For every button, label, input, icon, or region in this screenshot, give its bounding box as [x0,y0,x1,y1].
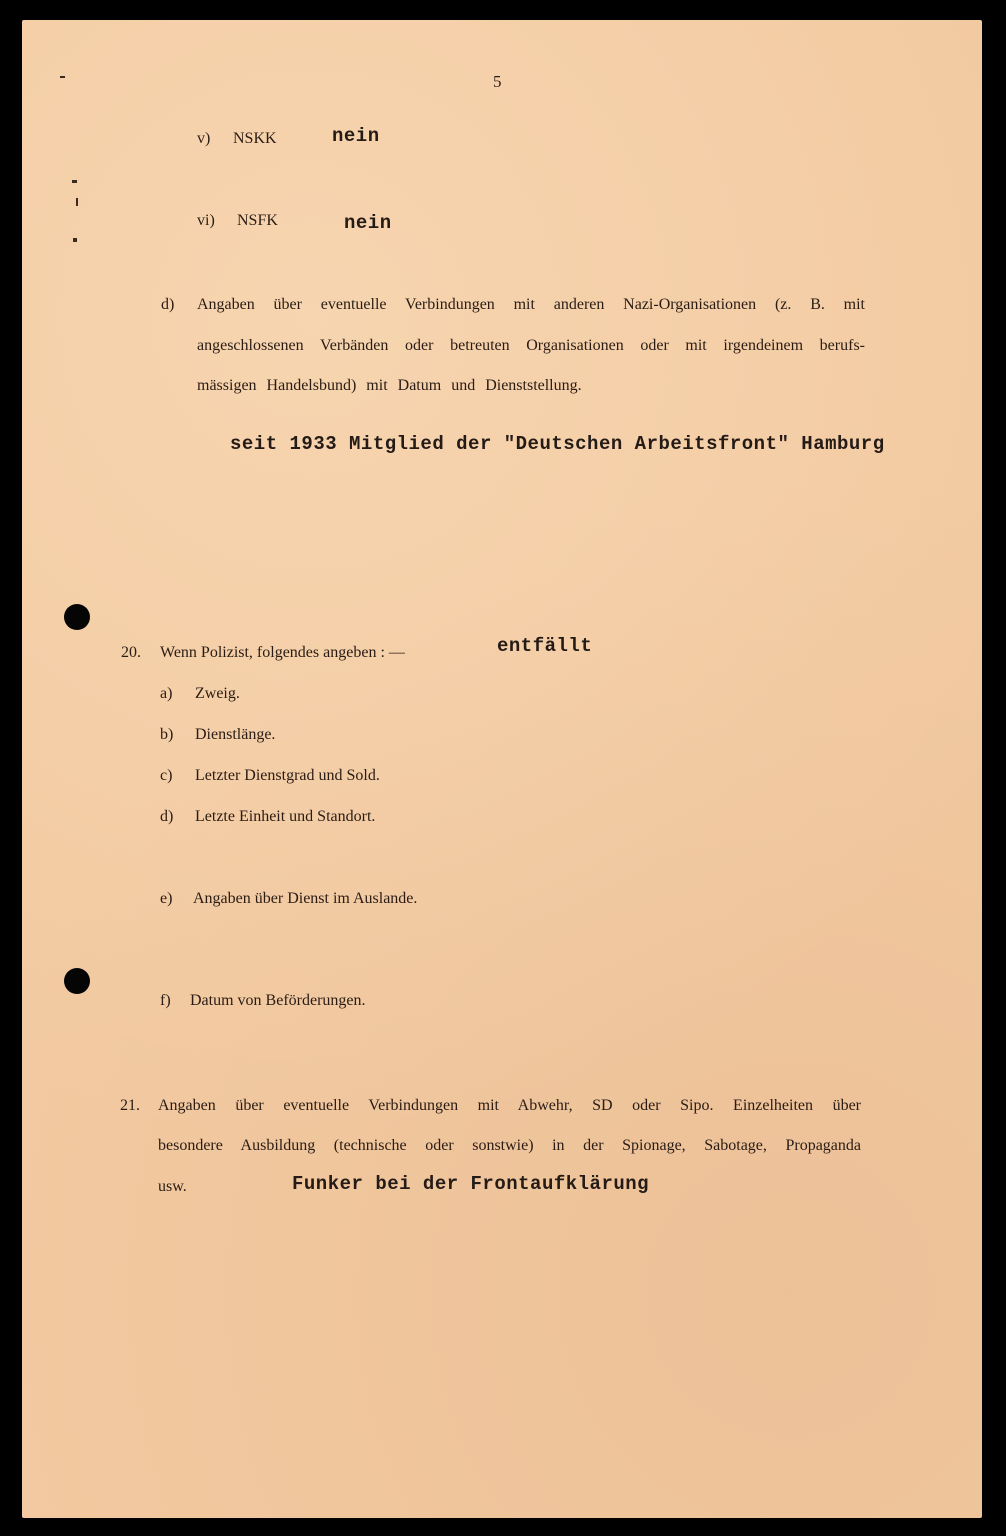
q20-sub-d-label: d) [160,808,174,825]
punch-hole-bottom [64,968,90,994]
item-vi-label: vi) [197,212,215,229]
question-21-line-3: usw. [158,1178,187,1195]
q20-sub-d-text: Letzte Einheit und Standort. [195,808,376,825]
q20-sub-f-label: f) [160,992,171,1009]
q20-sub-c-text: Letzter Dienstgrad und Sold. [195,767,380,784]
q20-sub-a-label: a) [160,685,173,702]
item-vi-answer: nein [344,212,392,234]
item-v-answer: nein [332,125,380,147]
question-21-answer: Funker bei der Frontaufklärung [292,1173,650,1195]
q20-sub-a-text: Zweig. [195,685,240,702]
q20-sub-e-label: e) [160,890,173,907]
margin-mark [73,238,77,242]
q20-sub-c-label: c) [160,767,173,784]
question-21-line-1: Angaben über eventuelle Verbindungen mit Abwehr, SD oder Sipo. Einzelheiten über [158,1097,861,1114]
q20-sub-b-label: b) [160,726,174,743]
item-d-line-1: Angaben über eventuelle Verbindungen mit anderen Nazi-Organisationen (z. B. mit [197,296,865,313]
page-number: 5 [493,72,502,91]
item-d-line-3: mässigen Handelsbund) mit Datum und Dienststellung. [197,377,582,394]
item-d-line-2: angeschlossenen Verbänden oder betreuten Organisationen oder mit irgendeinem berufs- [197,337,865,354]
question-21-line-2: besondere Ausbildung (technische oder sonstwie) in der Spionage, Sabotage, Propaganda [158,1137,861,1154]
margin-mark [76,198,78,206]
item-v-label: v) [197,130,211,147]
margin-mark [72,180,77,183]
item-d-answer: seit 1933 Mitglied der "Deutschen Arbeitsfront" Hamburg [230,433,885,455]
item-d-label: d) [161,296,175,313]
q20-sub-e-text: Angaben über Dienst im Auslande. [193,890,418,907]
question-20-text: Wenn Polizist, folgendes angeben : — [160,644,405,661]
question-21-number: 21. [120,1097,140,1114]
question-20-answer: entfällt [497,635,593,657]
punch-hole-top [64,604,90,630]
q20-sub-f-text: Datum von Beförderungen. [190,992,366,1009]
q20-sub-b-text: Dienstlänge. [195,726,276,743]
item-v-org: NSKK [233,130,277,147]
item-vi-org: NSFK [237,212,278,229]
margin-mark [60,76,65,78]
question-20-number: 20. [121,644,141,661]
